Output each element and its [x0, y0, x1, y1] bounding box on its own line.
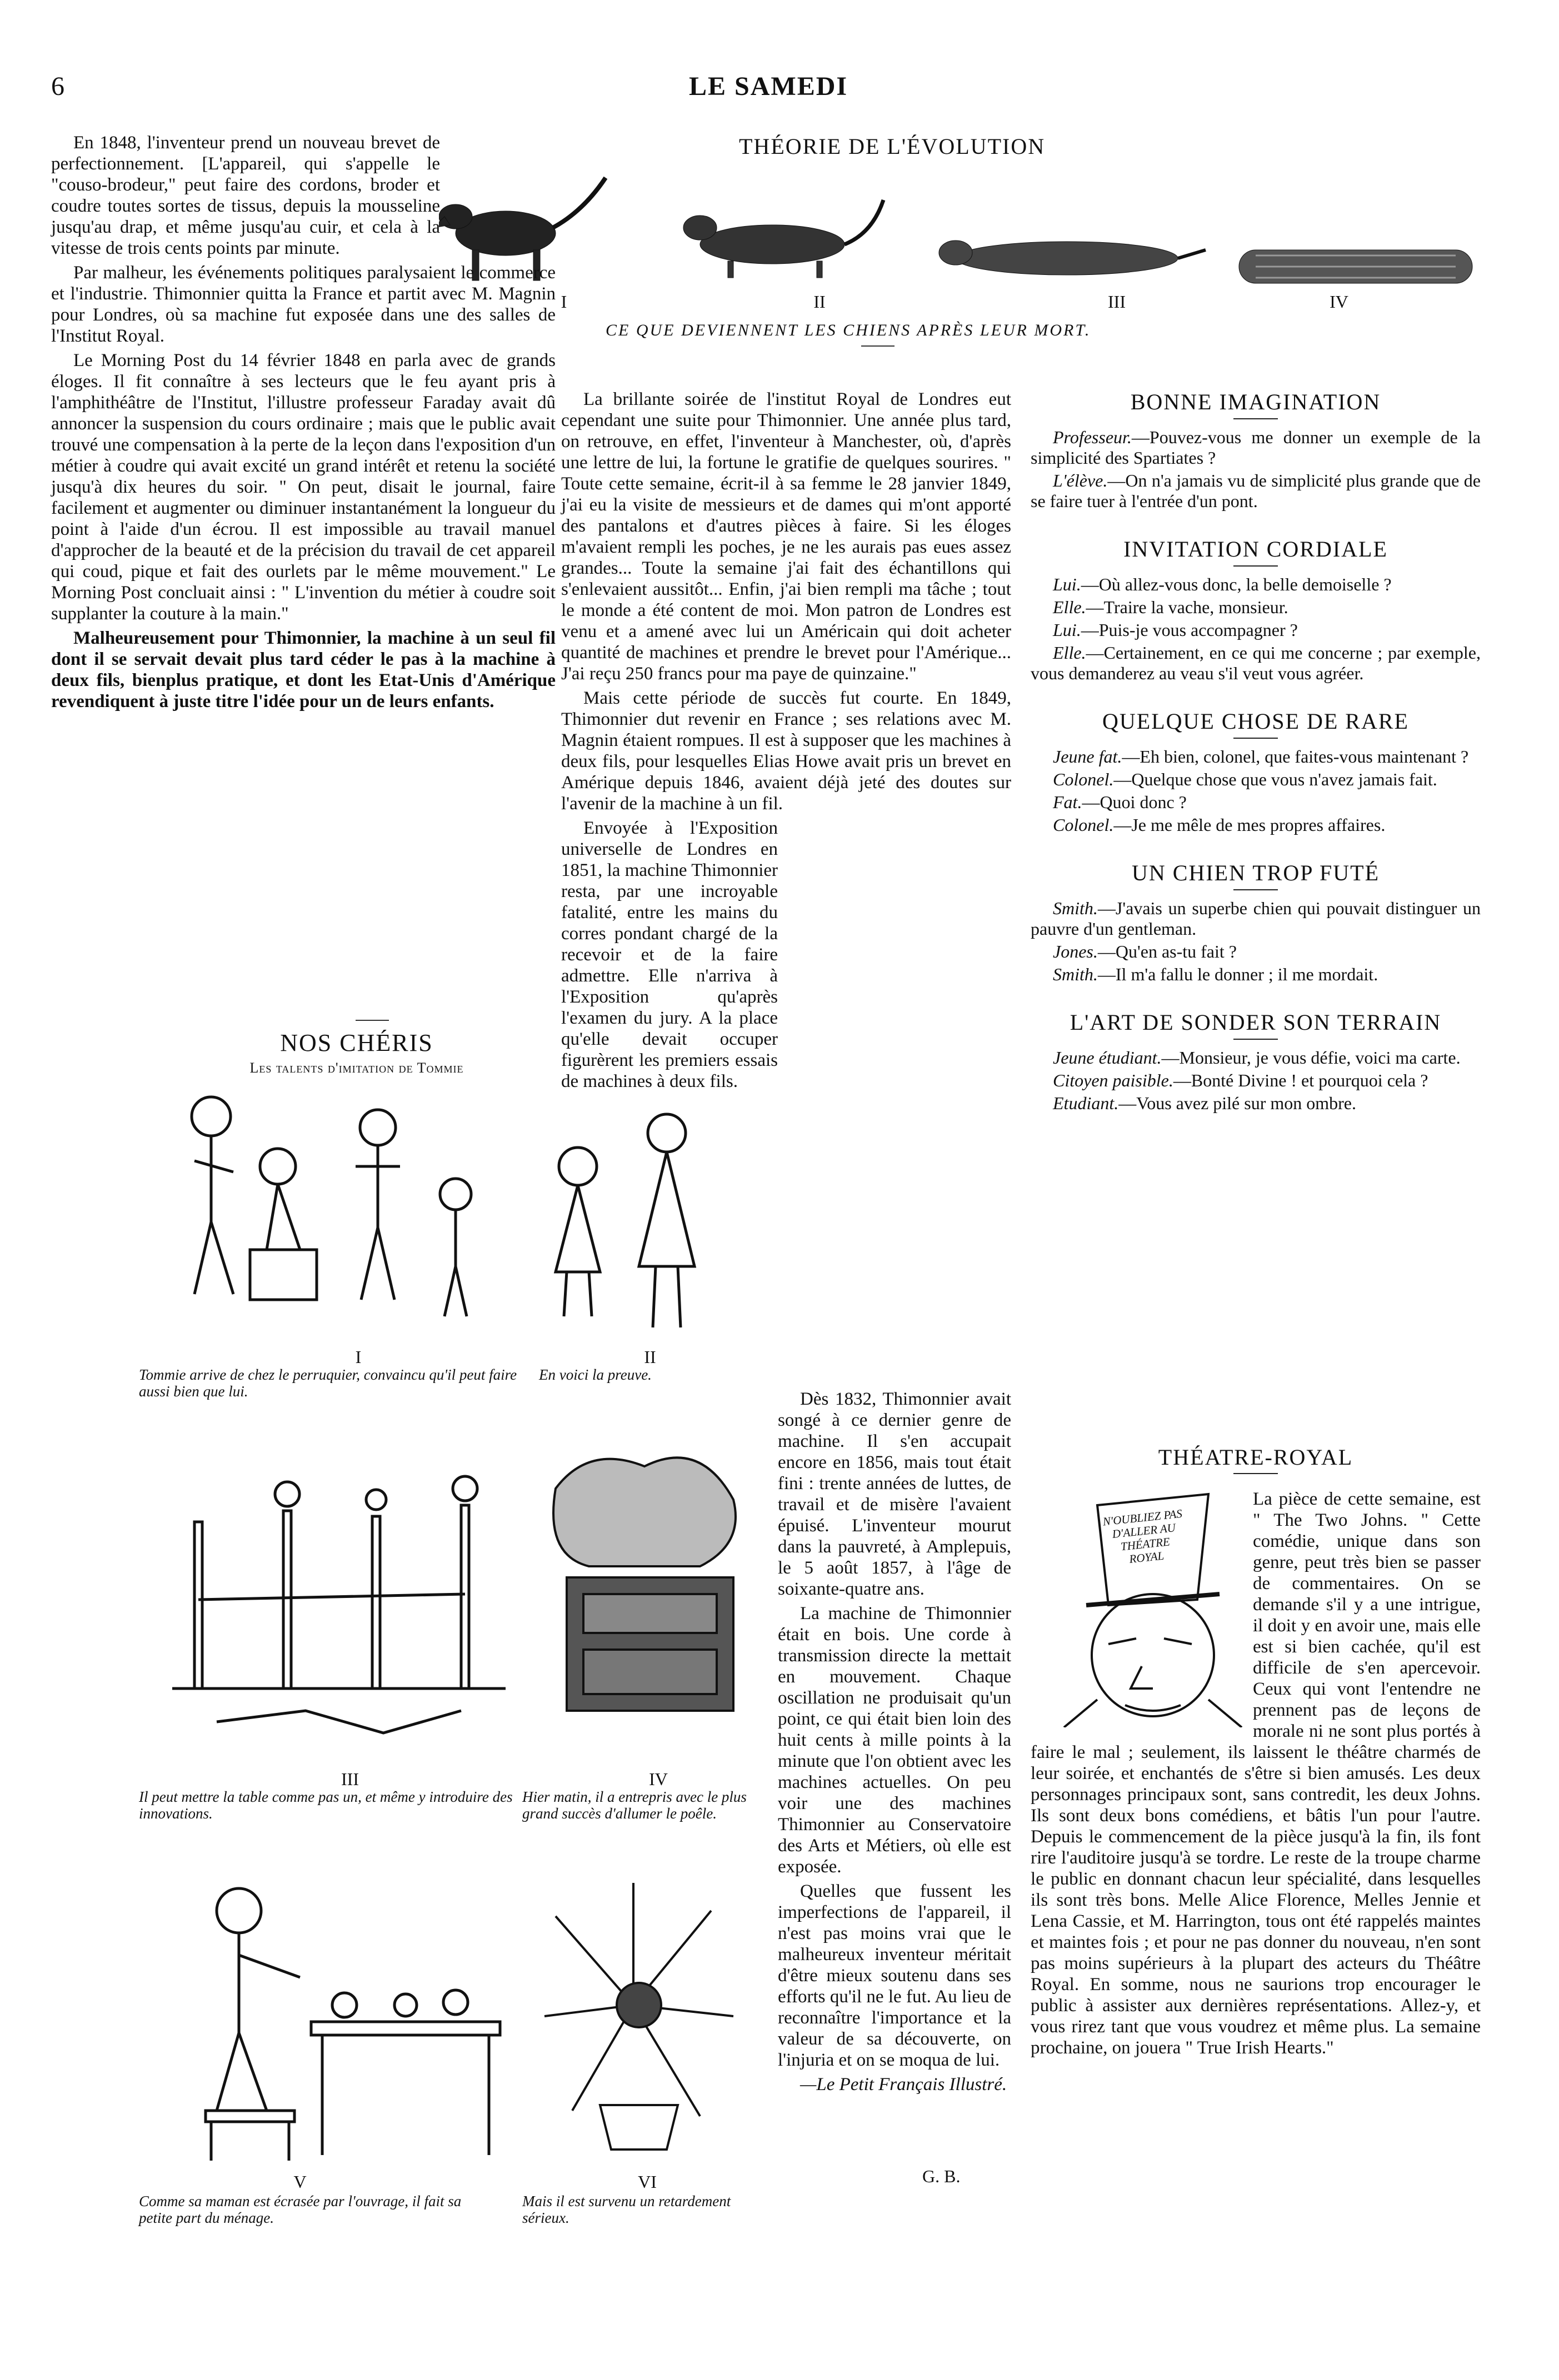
theatre-title: THÉATRE-ROYAL [1158, 1445, 1353, 1470]
evolution-number-4: IV [1330, 292, 1348, 312]
section-rule [1233, 738, 1278, 739]
nos-cheris-subtitle: Les talents d'imitation de Tommie [249, 1060, 464, 1076]
middle-source: —Le Petit Français Illustré. [800, 2075, 1007, 2095]
dialogue-line: Lui.—Où allez-vous donc, la belle demoiselle ? [1053, 574, 1392, 594]
middle-article [561, 389, 1011, 1095]
middle-paragraph-2: Mais cette période de succès fut courte. En 1849, Thimonnier dut revenir en France ; ses relations avec M. Magnin étaient rompues. Il est à supposer que les machines à deux fils, pour lesquelles Elias Howe avait pris un brevet en Amérique depuis 1846, avaient déjà jeté des doutes sur l'avenir de la machine à un fil. [561, 688, 1011, 814]
left-paragraph-3: Le Morning Post du 14 février 1848 en parla avec de grands éloges. Il fit connaître à ses lecteurs que le feu ayant pris à l'amphithéâtre de l'Institut, l'illustre professeur Faraday avait dû annoncer la suspension du cours ordinaire ; mais que le public avait trouvé une compensation à la perte de la leçon dans l'exposition d'un métier à coudre qui avait excité un grand intérêt et retenu la société jusqu'à dix heures du soir. " On peut, disait le journal, faire facilement et augmenter ou diminuer instantanément la longueur du point à l'aide d'un écrou. Il est impossible au travail manuel d'approcher de la beauté et de la précision du travail de cet appareil qui coud, pique et fait des ourlets par le même mouvement." Le Morning Post concluait ainsi : " L'invention du métier à coudre soit supplanter la couture à la main." [51, 350, 556, 624]
middle-paragraph-5: La machine de Thimonnier était en bois. Une corde à transmission directe la mettait en mouvement. Chaque oscillation ne produisait qu'un point, ce qui était bien loin des huit cents à mille points à la minute que l'on obtient avec les machines actuelles. On peu voir une des machines Thimonnier au Conservatoire des Arts et Métiers, où elle est exposée. [778, 1604, 1011, 1877]
dialogue-line: Citoyen paisible.—Bonté Divine ! et pourquoi cela ? [1053, 1070, 1428, 1090]
dialogue-line: Lui.—Puis-je vous accompagner ? [1053, 620, 1298, 640]
panel-1-number: I [355, 1347, 362, 1367]
panel-5-illustration [156, 1844, 517, 2166]
nos-cheris-title: NOS CHÉRIS [280, 1029, 433, 1056]
dog-figure-4 [1239, 250, 1472, 283]
left-paragraph-1: En 1848, l'inventeur prend un nouveau brevet de perfectionnement. [L'appareil, qui s'appelle le "couso-brodeur," peut faire des cordons, broder et coudre toutes sortes de tissus, depuis la mousseline jusqu'au drap, et même jusqu'au cuir, et cela à la vitesse de trois cents points par minute. [51, 133, 440, 258]
section-rule [1233, 565, 1278, 567]
panel-3-number: III [341, 1769, 359, 1789]
section-title: L'ART DE SONDER SON TERRAIN [1070, 1010, 1442, 1035]
middle-paragraph-3: Envoyée à l'Exposition universelle de Londres en 1851, la machine Thimonnier resta, par une incroyable fatalité, entre les mains du corres pondant chargé de la recevoir et de la faire admettre. Elle n'arriva à l'Exposition qu'après l'examen du jury. A la place qu'elle devait occuper figurèrent les premiers essais de machines à deux fils. [561, 818, 778, 1091]
dialogue-line: Elle.—Certainement, en ce qui me concerne ; par exemple, vous demanderez au veau s'il veut vous agréer. [1031, 643, 1481, 683]
section-rule [1233, 889, 1278, 890]
panel-3-illustration [150, 1433, 528, 1755]
section-rule [1233, 418, 1278, 419]
section-title: INVITATION CORDIALE [1123, 537, 1388, 562]
nos-cheris-rule [356, 1020, 389, 1021]
journal-title: LE SAMEDI [689, 72, 848, 101]
panel-6-caption: Mais il est survenu un retardement sérieux. [522, 2193, 731, 2226]
dialogue-line: Smith.—Il m'a fallu le donner ; il me mordait. [1053, 964, 1378, 984]
theatre-article [1031, 1489, 1481, 2062]
left-paragraph-4: Malheureusement pour Thimonnier, la machine à un seul fil dont il se servait devait plus tard céder le pas à la machine à deux fils, bienplus pratique, et dont les Etat-Unis d'Amérique revendiquent à juste titre l'idée pour un de leurs enfants. [51, 628, 556, 712]
theatre-paragraph: La pièce de cette semaine, est " The Two Johns. " Cette comédie, unique dans son genre, peut très bien se passer de commentaires. On se demande s'il y a une intrigue, il doit y en avoir une, mais elle est si bien cachée, qu'il est difficile de s'en apercevoir. Ceux qui vont l'entendre ne prennent pas de leçons de morale ni ne sont plus portés à faire le mal ; seulement, ils laissent le théâtre charmés de leur soirée, et enchantés de s'être si bien amusés. Les deux personnages principaux sont, sans contredit, les deux Johns. Ils sont deux bons comédiens, et bâtis l'un pour l'autre. Depuis le commencement de la pièce jusqu'à la fin, ils font rire l'auditoire jusqu'à se tordre. Le reste de la troupe charme le public en donnant chacun leur spécialité, dans lesquelles ils sont très bons. Melle Alice Florence, Melles Jennie et Lena Cassie, et M. Harrington, tous ont été rappelés maintes et maintes fois ; et pour ne pas donner du nouveau, n'en sont pas moins supérieurs à la plupart des acteurs du Théâtre Royal. En somme, nous ne saurions trop encourager le public à assister aux dernières représentations. Allez-y, et vous rirez tant que vous voudrez et même plus. La semaine prochaine, on jouera " True Irish Hearts." [1031, 1489, 1481, 2058]
evolution-number-2: II [813, 292, 826, 312]
middle-paragraph-1: La brillante soirée de l'institut Royal de Londres eut cependant une suite pour Thimonnier. Une année plus tard, on retrouve, en effet, l'inventeur à Manchester, où, d'après une lettre de lui, la fortune le gratifie de quelques sourires. " Toute cette semaine, écrit-il à sa femme le 28 janvier 1849, j'ai eu la visite de messieurs et de dames qui m'ont apporté des pantalons et d'autres pièces à faire. Si les éloges m'avaient rempli les poches, je ne les aurais pas eues assez grandes... Toute la semaine j'ai fait des échantillons qui s'enlevaient aussitôt... Enfin, j'ai bien rempli ma tâche ; tout le monde a été content de moi. Mon patron de Londres est venu et a amené avec lui un Américain qui doit acheter quantité de machines et prendre le brevet pour l'Amérique... J'ai reçu 250 francs pour ma paye de quinzaine." [561, 389, 1011, 684]
panel-2-illustration [539, 1083, 761, 1344]
section-title: UN CHIEN TROP FUTÉ [1131, 860, 1380, 885]
left-article [51, 132, 556, 715]
evolution-rule [861, 345, 895, 347]
section-art-de-sonder [1031, 1009, 1481, 1114]
right-column [1031, 389, 1481, 1116]
evolution-dogs-illustration [439, 167, 1517, 300]
middle-paragraph-4: Dès 1832, Thimonnier avait songé à ce dernier genre de machine. Il s'en accupait encore en 1856, mais tout était fini : trente années de luttes, de travail et de misère l'avaient épuisé. L'inventeur mourut dans la pauvreté, à Amplepuis, le 5 août 1857, à l'âge de soixante-quatre ans. [778, 1389, 1011, 1599]
panel-5-number: V [293, 2172, 307, 2192]
panel-4-number: IV [649, 1769, 668, 1789]
panel-6-illustration [522, 1850, 756, 2161]
panel-4-caption: Hier matin, il a entrepris avec le plus grand succès d'allumer le poêle. [522, 1788, 747, 1822]
section-title: BONNE IMAGINATION [1130, 389, 1381, 414]
dialogue-line: Colonel.—Je me mêle de mes propres affaires. [1053, 815, 1386, 835]
dialogue-line: Colonel.—Quelque chose que vous n'avez jamais fait. [1053, 769, 1437, 789]
section-rule [1233, 1039, 1278, 1040]
section-title: QUELQUE CHOSE DE RARE [1102, 709, 1409, 734]
evolution-caption: CE QUE DEVIENNENT LES CHIENS APRÈS LEUR MORT. [606, 321, 1091, 339]
page-number: 6 [51, 72, 64, 101]
panel-1-caption: Tommie arrive de chez le perruquier, convaincu qu'il peut faire aussi bien que lui. [139, 1366, 517, 1400]
left-paragraph-2: Par malheur, les événements politiques paralysaient le commerce et l'industrie. Thimonnier quitta la France et partit avec M. Magnin pour Londres, où sa machine fut exposée dans une des salles de l'Institut Royal. [51, 263, 556, 346]
dialogue-line: L'élève.—On n'a jamais vu de simplicité plus grande que de se faire tuer à l'entrée d'un pont. [1031, 470, 1481, 511]
dog-figure-3 [939, 240, 1206, 275]
panel-3-caption: Il peut mettre la table comme pas un, et même y introduire des innovations. [139, 1788, 513, 1822]
section-quelque-chose-de-rare [1031, 708, 1481, 835]
panel-1-illustration [156, 1083, 511, 1339]
middle-article-narrow [778, 1389, 1011, 2098]
evolution-number-1: I [561, 292, 567, 312]
portrait-spacer [1031, 1489, 1253, 1727]
panel-6-number: VI [638, 2172, 657, 2192]
theatre-rule [1233, 1473, 1278, 1474]
dialogue-line: Smith.—J'avais un superbe chien qui pouvait distinguer un pauvre d'un gentleman. [1031, 898, 1481, 939]
theatre-hat-text: N'OUBLIEZ PAS D'ALLER AU THÉATRE ROYAL [1102, 1506, 1183, 1566]
panel-2-number: II [644, 1347, 656, 1367]
dialogue-line: Jeune fat.—Eh bien, colonel, que faites-vous maintenant ? [1053, 746, 1469, 766]
middle-paragraph-6: Quelles que fussent les imperfections de l'appareil, il n'est pas moins vrai que le malheureux inventeur méritait d'être mieux soutenu dans ses efforts qu'il ne le fut. Au lieu de reconnaître l'importance et la valeur de sa découverte, on l'injuria et on se moqua de lui. [778, 1881, 1011, 2070]
dialogue-line: Etudiant.—Vous avez pilé sur mon ombre. [1053, 1093, 1356, 1113]
panel-2-caption: En voici la preuve. [539, 1366, 652, 1383]
dialogue-line: Professeur.—Pouvez-vous me donner un exemple de la simplicité des Spartiates ? [1031, 427, 1481, 468]
dialogue-line: Elle.—Traire la vache, monsieur. [1053, 597, 1288, 617]
dialogue-line: Jones.—Qu'en as-tu fait ? [1053, 941, 1237, 961]
evolution-number-3: III [1108, 292, 1126, 312]
evolution-title: THÉORIE DE L'ÉVOLUTION [739, 134, 1046, 159]
panel-4-illustration [533, 1433, 756, 1755]
panel-5-caption: Comme sa maman est écrasée par l'ouvrage, il fait sa petite part du ménage. [139, 2193, 462, 2226]
dog-figure-2 [683, 200, 883, 278]
dialogue-line: Fat.—Quoi donc ? [1053, 792, 1187, 812]
dialogue-line: Jeune étudiant.—Monsieur, je vous défie, voici ma carte. [1053, 1048, 1461, 1068]
section-un-chien-trop-fute [1031, 860, 1481, 985]
middle-signature: G. B. [922, 2166, 961, 2186]
section-invitation-cordiale [1031, 536, 1481, 684]
section-bonne-imagination [1031, 389, 1481, 512]
